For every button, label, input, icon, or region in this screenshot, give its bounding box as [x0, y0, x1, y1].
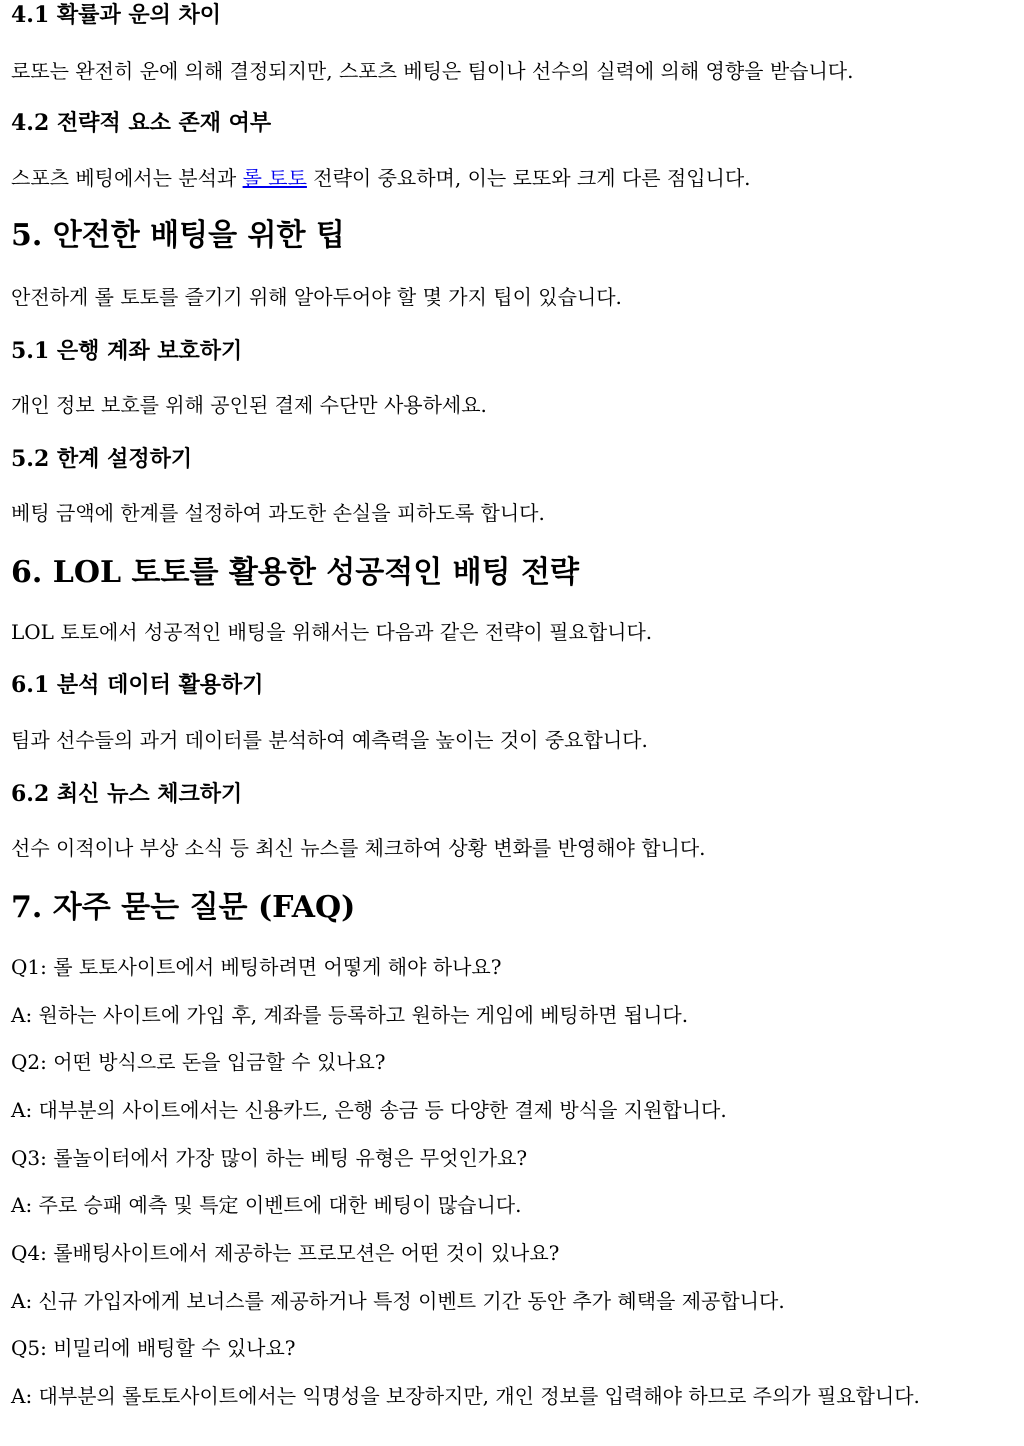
- section-6-1-heading: 6.1 분석 데이터 활용하기: [11, 672, 264, 698]
- section-6-2-heading: 6.2 최신 뉴스 체크하기: [11, 781, 243, 807]
- faq-answer: A: 원하는 사이트에 가입 후, 계좌를 등록하고 원하는 게임에 베팅하면 됩니다.: [11, 1003, 689, 1027]
- faq-answer: A: 주로 승패 예측 및 특定 이벤트에 대한 베팅이 많습니다.: [11, 1193, 522, 1217]
- section-7-heading: 7. 자주 묻는 질문 (FAQ): [11, 890, 356, 925]
- faq-question: Q4: 롤배팅사이트에서 제공하는 프로모션은 어떤 것이 있나요?: [11, 1241, 560, 1265]
- section-5-intro: 안전하게 롤 토토를 즐기기 위해 알아두어야 할 몇 가지 팁이 있습니다.: [11, 285, 622, 309]
- section-5-heading: 5. 안전한 배팅을 위한 팁: [11, 218, 345, 253]
- faq-answer: A: 대부분의 롤토토사이트에서는 익명성을 보장하지만, 개인 정보를 입력해야 하므로 주의가 필요합니다.: [11, 1384, 920, 1408]
- text-after-link: 전략이 중요하며, 이는 로또와 크게 다른 점입니다.: [306, 166, 751, 190]
- section-4-2-text: [11, 166, 751, 190]
- section-5-2-heading: 5.2 한계 설정하기: [11, 446, 193, 472]
- text-before-link: 스포츠 베팅에서는 분석과: [11, 166, 243, 190]
- section-6-1-text: 팀과 선수들의 과거 데이터를 분석하여 예측력을 높이는 것이 중요합니다.: [11, 728, 648, 752]
- section-6-2-text: 선수 이적이나 부상 소식 등 최신 뉴스를 체크하여 상황 변화를 반영해야 합니다.: [11, 836, 706, 860]
- section-6-heading: 6. LOL 토토를 활용한 성공적인 배팅 전략: [11, 555, 580, 590]
- section-4-1-text: 로또는 완전히 운에 의해 결정되지만, 스포츠 베팅은 팀이나 선수의 실력에 의해 영향을 받습니다.: [11, 59, 854, 83]
- section-6-intro: LOL 토토에서 성공적인 배팅을 위해서는 다음과 같은 전략이 필요합니다.: [11, 620, 653, 644]
- section-4-2-heading: 4.2 전략적 요소 존재 여부: [11, 110, 272, 136]
- faq-question: Q5: 비밀리에 배팅할 수 있나요?: [11, 1336, 296, 1360]
- section-5-2-text: 베팅 금액에 한계를 설정하여 과도한 손실을 피하도록 합니다.: [11, 501, 545, 525]
- faq-question: Q2: 어떤 방식으로 돈을 입금할 수 있나요?: [11, 1050, 386, 1074]
- faq-answer: A: 신규 가입자에게 보너스를 제공하거나 특정 이벤트 기간 동안 추가 혜택을 제공합니다.: [11, 1289, 785, 1313]
- faq-answer: A: 대부분의 사이트에서는 신용카드, 은행 송금 등 다양한 결제 방식을 지원합니다.: [11, 1098, 727, 1122]
- faq-question: Q3: 롤놀이터에서 가장 많이 하는 베팅 유형은 무엇인가요?: [11, 1146, 528, 1170]
- lol-toto-link[interactable]: 롤 토토: [242, 166, 307, 190]
- section-5-1-heading: 5.1 은행 계좌 보호하기: [11, 338, 243, 364]
- faq-question: Q1: 롤 토토사이트에서 베팅하려면 어떻게 해야 하나요?: [11, 955, 502, 979]
- section-4-1-heading: 4.1 확률과 운의 차이: [11, 2, 222, 28]
- section-5-1-text: 개인 정보 보호를 위해 공인된 결제 수단만 사용하세요.: [11, 393, 487, 417]
